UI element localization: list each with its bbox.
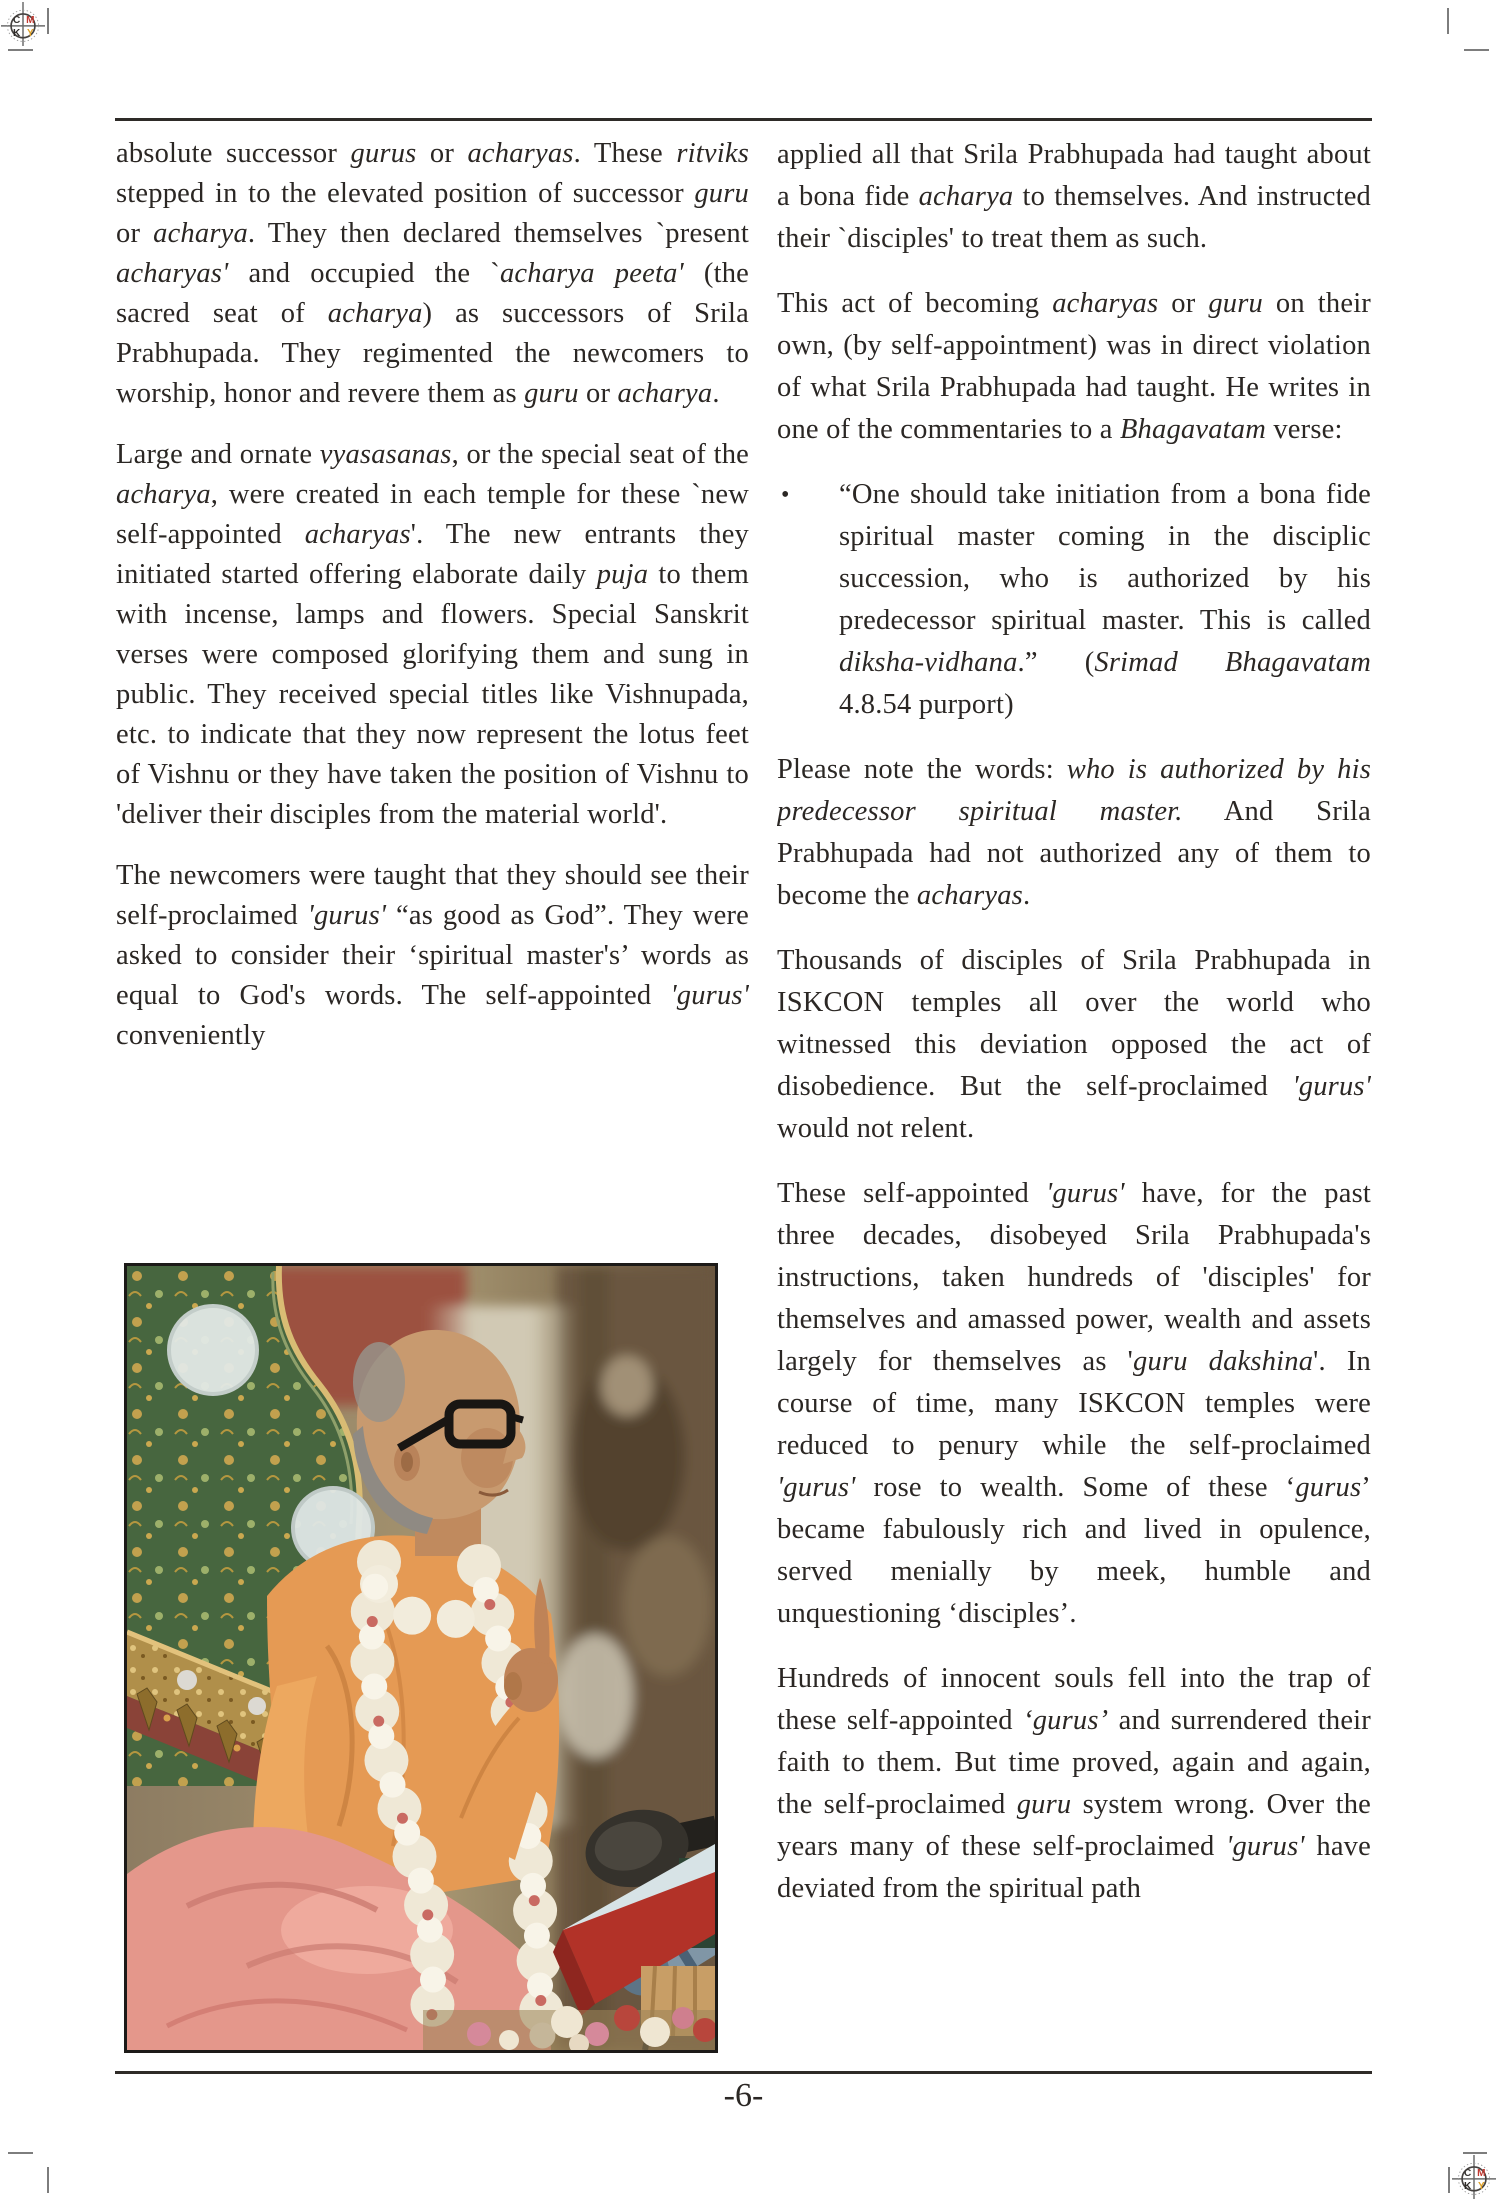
page-number: -6- [723,2077,764,2114]
header-rule [115,118,1372,121]
paragraph: Hundreds of innocent souls fell into the trap of these self-appointed ‘gurus’ and surrendered their faith to them. But time proved, again and again, the self-proclaimed guru system wrong. Over the years many of these self-proclaimed 'gurus' have deviated from the spiritual path [777,1663,1371,1904]
crop-mark [1464,49,1489,51]
photo-petals [423,2005,715,2050]
paragraph: This act of becoming acharyas or guru on their own, (by self-appointment) was in direct violation of what Srila Prabhupada had taught. He writes in one of the commentaries to a Bhagavatam verse: [777,288,1371,445]
reg-letter-c: C [12,15,21,27]
paragraph: The newcomers were taught that they should see their self-proclaimed 'gurus' “as good as God”. They were asked to consider their ‘spiritual master's’ words as equal to God's words. The self-appointed 'gurus' conveniently [116,860,749,1051]
crop-mark [47,8,49,34]
reg-letter-y: Y [26,27,34,39]
registration-mark-icon [1452,2155,1496,2199]
bullet-icon: • [781,482,790,508]
photo-prabhupada [124,1263,718,2053]
text-column-left [116,134,749,1259]
reg-letter-c: C [1463,2168,1472,2180]
crop-mark [8,49,33,51]
reg-letter-k: K [12,27,21,39]
paragraph: These self-appointed 'gurus' have, for the past three decades, disobeyed Srila Prabhupada's instructions, taken hundreds of 'disciples' for themselves and amassed power, wealth and assets largely for themselves as 'guru dakshina'. In course of time, many ISKCON temples were reduced to penury while the self-proclaimed 'gurus' rose to wealth. Some of these ‘gurus’ became fabulously rich and lived in opulence, served menially by meek, humble and unquestioning ‘disciples’. [777,1178,1371,1629]
reg-letter-m: M [1477,2168,1486,2180]
crop-mark [1448,2167,1450,2193]
crop-mark [8,2152,33,2154]
footer-rule [115,2071,1372,2074]
paragraph: absolute successor gurus or acharyas. These ritviks stepped in to the elevated position of successor guru or acharya. They then declared themselves `present acharyas' and occupied the `acharya peeta' (the sacred seat of acharya) as successors of Srila Prabhupada. They regimented the newcomers to worship, honor and revere them as guru or acharya. [116,138,749,409]
reg-letter-m: M [26,15,35,27]
bullet-quote-text: “One should take initiation from a bona fide spiritual master coming in the disciplic succession, who is authorized by his predecessor spiritual master. This is called diksha-vidhana.” (Srimad Bhagavatam 4.8.54 purport) [839,479,1371,720]
text-column-right [777,134,1371,2036]
bullet-quote-paragraph [777,474,1371,726]
paragraph: Thousands of disciples of Srila Prabhupada in ISKCON temples all over the world who witnessed this deviation opposed the act of disobedience. But the self-proclaimed 'gurus' would not relent. [777,945,1371,1144]
registration-mark-icon [1,2,45,46]
paragraph: Please note the words: who is authorized by his predecessor spiritual master. And Srila Prabhupada had not authorized any of them to become the acharyas. [777,754,1371,911]
crop-mark [47,2167,49,2193]
reg-letter-k: K [1463,2180,1472,2192]
reg-letter-y: Y [1477,2180,1485,2192]
crop-mark [1463,2152,1487,2154]
paragraph: applied all that Srila Prabhupada had taught about a bona fide acharya to themselves. And instructed their `disciples' to treat them as such. [777,139,1371,254]
paragraph: Large and ornate vyasasanas, or the special seat of the acharya, were created in each temple for these `new self-appointed acharyas'. The new entrants they initiated started offering elaborate daily puja to them with incense, lamps and flowers. Special Sanskrit verses were composed glorifying them and sung in public. They received special titles like Vishnupada, etc. to indicate that they now represent the lotus feet of Vishnu or they have taken the position of Vishnu to 'deliver their disciples from the material world'. [116,439,749,830]
crop-mark [1447,8,1449,34]
